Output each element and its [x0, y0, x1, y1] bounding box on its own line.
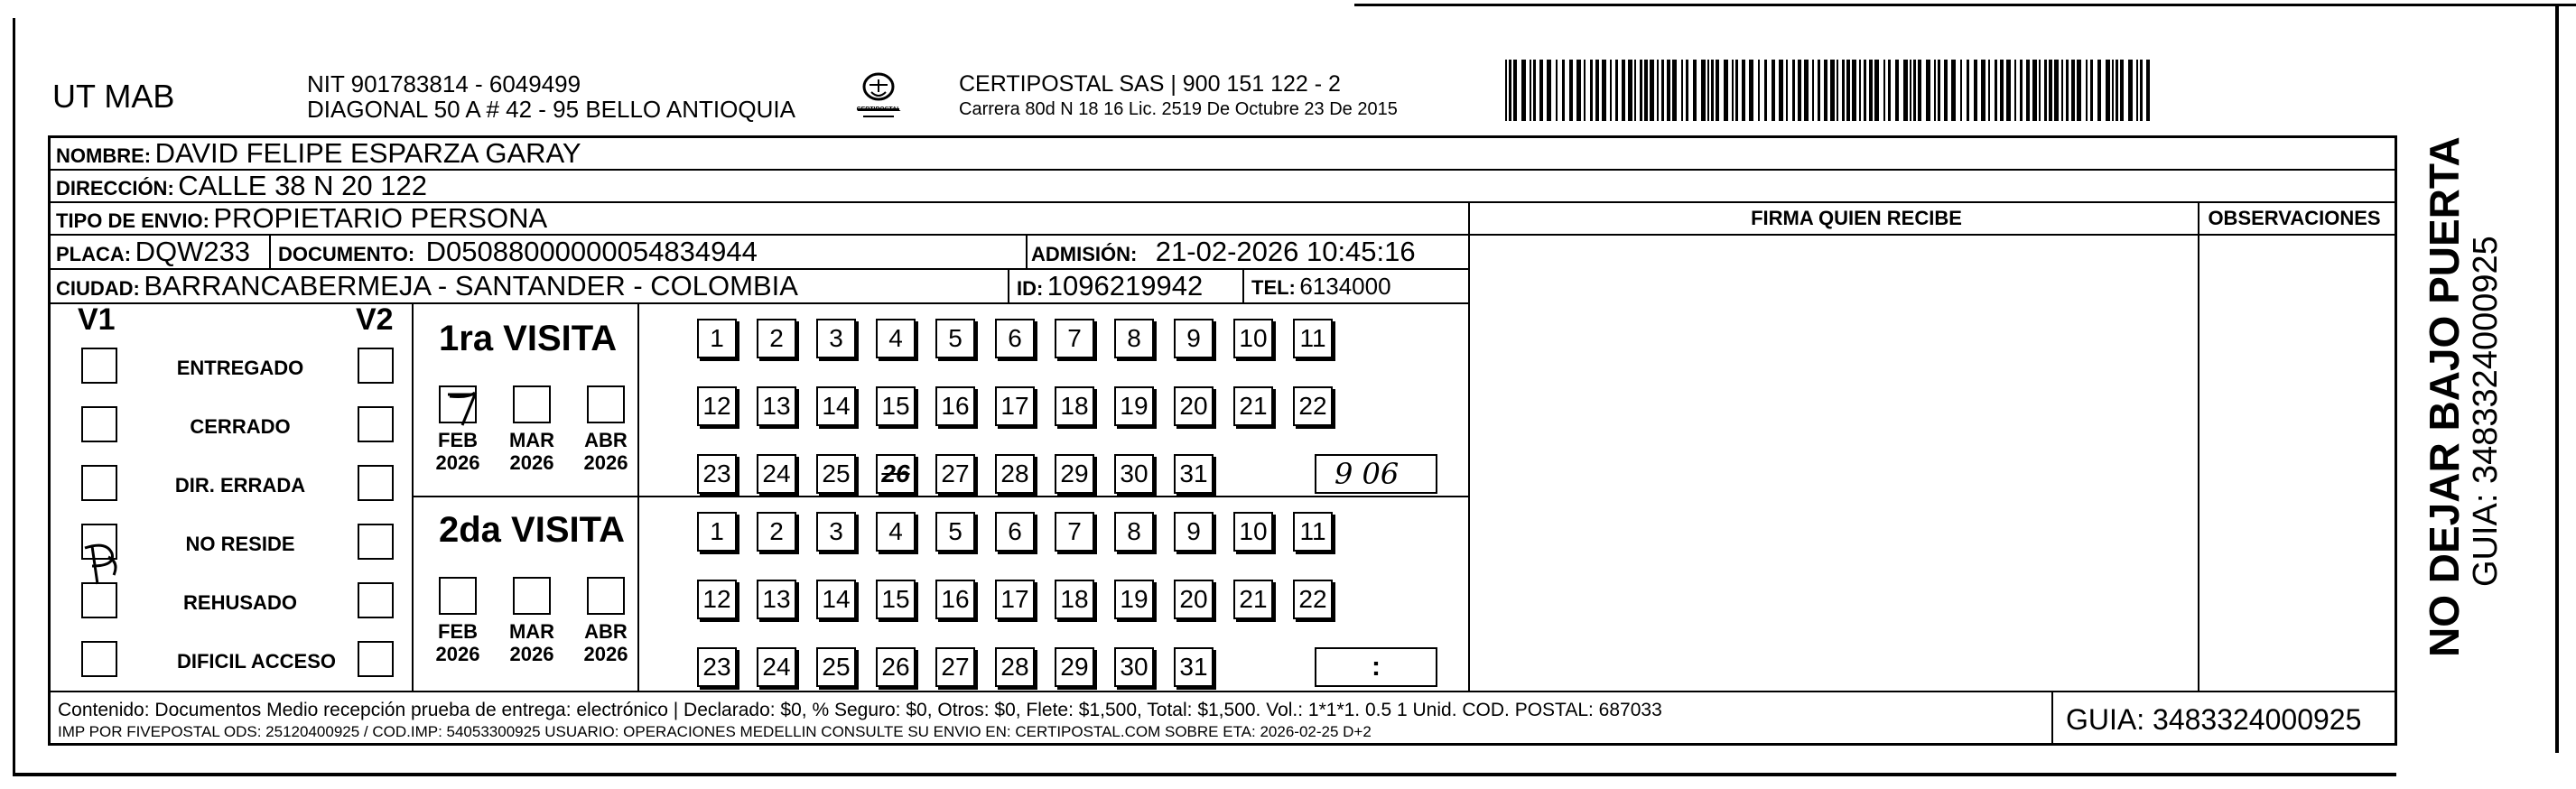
tel-value: 6134000: [1299, 273, 1391, 300]
divider: [2051, 691, 2053, 743]
status-label: REHUSADO: [183, 591, 297, 614]
direccion-field: [56, 171, 427, 201]
v1-status-checkbox[interactable]: [81, 641, 117, 677]
month-label: [432, 620, 484, 665]
month-year: 2026: [509, 643, 554, 665]
barcode-bar: [1556, 60, 1558, 121]
barcode-bar: [1842, 60, 1845, 121]
barcode-bar: [1628, 60, 1632, 121]
barcode-bar: [2039, 60, 2041, 121]
second-visit-day[interactable]: 13: [757, 580, 796, 619]
barcode-bar: [2086, 60, 2088, 121]
month-name: FEB: [438, 620, 478, 643]
status-label: ENTREGADO: [176, 357, 304, 379]
barcode-bar: [2136, 60, 2138, 121]
company-address: DIAGONAL 50 A # 42 - 95 BELLO ANTIOQUIA: [307, 96, 795, 123]
barcode-bar: [1681, 60, 1683, 121]
first-visit-day[interactable]: 30: [1114, 454, 1154, 494]
second-visit-day[interactable]: 26: [876, 647, 916, 687]
second-visit-day[interactable]: 12: [697, 580, 737, 619]
v2-status-checkbox[interactable]: [358, 524, 394, 560]
barcode-bar: [1852, 60, 1856, 121]
barcode-bar: [1562, 60, 1565, 121]
barcode-bar: [1869, 60, 1873, 121]
company-name: UT MAB: [52, 78, 175, 115]
side-guia: GUIA: 3483324000925: [2467, 236, 2505, 587]
id-value: 1096219942: [1046, 270, 1204, 302]
guide-form: [48, 135, 2397, 746]
barcode-bar: [2020, 60, 2023, 121]
v1-status-checkbox[interactable]: [81, 406, 117, 442]
v2-status-checkbox[interactable]: [358, 348, 394, 384]
second-visit-day[interactable]: 3: [816, 512, 856, 552]
barcode-bar: [1804, 60, 1809, 121]
barcode-bar: [1513, 60, 1517, 121]
barcode-bar: [1988, 60, 1990, 121]
second-visit-title: 2da VISITA: [439, 510, 625, 550]
second-visit-day[interactable]: 11: [1293, 512, 1333, 552]
barcode-bar: [1934, 60, 1936, 121]
firma-header: FIRMA QUIEN RECIBE: [1751, 207, 1962, 229]
second-visit-month-checkbox[interactable]: [587, 577, 625, 615]
tipo-value: PROPIETARIO PERSONA: [213, 203, 548, 234]
month-year: 2026: [435, 643, 480, 665]
barcode-bar: [2061, 60, 2063, 121]
barcode-bar: [1926, 60, 1930, 121]
barcode-bar: [1686, 60, 1688, 121]
first-visit-day[interactable]: 28: [995, 454, 1035, 494]
barcode-bar: [1615, 60, 1618, 121]
first-visit-day[interactable]: 15: [876, 386, 916, 426]
second-visit-day[interactable]: 31: [1174, 647, 1214, 687]
first-visit-day[interactable]: 19: [1114, 386, 1154, 426]
tipo-label: TIPO DE ENVIO:: [56, 209, 209, 232]
tipo-field: [56, 203, 547, 234]
second-visit-day[interactable]: 16: [935, 580, 975, 619]
nombre-label: NOMBRE:: [56, 144, 152, 167]
barcode-bar: [1903, 60, 1908, 121]
barcode-bar: [1742, 60, 1745, 121]
second-visit-day[interactable]: 7: [1055, 512, 1094, 552]
barcode-bar: [2071, 60, 2075, 121]
barcode-bar: [1859, 60, 1861, 121]
first-visit-day[interactable]: 5: [935, 319, 975, 358]
second-visit-day[interactable]: 15: [876, 580, 916, 619]
barcode-bar: [1830, 60, 1835, 121]
first-visit-day[interactable]: 3: [816, 319, 856, 358]
tel-field: [1251, 270, 1391, 302]
barcode-bar: [1951, 60, 1956, 121]
second-visit-day[interactable]: 4: [876, 512, 916, 552]
barcode-bar: [2097, 60, 2101, 121]
barcode-bar: [1693, 60, 1697, 121]
barcode-bar: [1672, 60, 1677, 121]
barcode-bar: [1667, 60, 1670, 121]
month-name: MAR: [508, 620, 555, 643]
second-visit-day[interactable]: 14: [816, 580, 856, 619]
placa-label: PLACA:: [56, 243, 132, 265]
barcode-bar: [2044, 60, 2047, 121]
first-visit-day[interactable]: 10: [1233, 319, 1273, 358]
first-visit-title: 1ra VISITA: [439, 319, 618, 358]
second-visit-day[interactable]: 25: [816, 647, 856, 687]
second-visit-day[interactable]: 2: [757, 512, 796, 552]
month-label: [580, 429, 632, 474]
barcode-bar: [1644, 60, 1648, 121]
barcode-bar: [1995, 60, 1997, 121]
logo-text: CERTIPOSTAL: [856, 107, 901, 113]
first-visit-day[interactable]: 21: [1233, 386, 1273, 426]
barcode-bar: [2054, 60, 2059, 121]
barcode-bar: [1724, 60, 1728, 121]
first-visit-day[interactable]: 24: [757, 454, 796, 494]
right-rule: [2555, 4, 2559, 753]
v1-status-checkbox[interactable]: [81, 465, 117, 501]
company-nit: NIT 901783814 - 6049499: [307, 70, 581, 97]
barcode-bar: [2116, 60, 2118, 121]
barcode-bar: [2128, 60, 2133, 121]
divider: [1242, 270, 1244, 304]
first-visit-day[interactable]: 8: [1114, 319, 1154, 358]
barcode-bar: [2090, 60, 2093, 121]
v2-status-checkbox[interactable]: [358, 582, 394, 618]
v2-status-checkbox[interactable]: [358, 641, 394, 677]
first-visit-day[interactable]: 16: [935, 386, 975, 426]
bottom-rule: [13, 773, 2396, 776]
v2-status-checkbox[interactable]: [358, 406, 394, 442]
barcode-bar: [1533, 60, 1536, 121]
barcode-bar: [1758, 60, 1760, 121]
barcode-bar: [2120, 60, 2124, 121]
barcode-bar: [2146, 60, 2150, 121]
footer-guia: GUIA: 3483324000925: [2066, 703, 2362, 736]
first-visit-month-checkbox[interactable]: [587, 385, 625, 423]
second-visit-day[interactable]: 9: [1174, 512, 1214, 552]
first-visit-day[interactable]: 12: [697, 386, 737, 426]
first-visit-time-value: 9 06: [1334, 457, 1400, 491]
first-visit-day[interactable]: 20: [1174, 386, 1214, 426]
first-visit-day[interactable]: 23: [697, 454, 737, 494]
second-visit-day[interactable]: 1: [697, 512, 737, 552]
barcode-bar: [1716, 60, 1719, 121]
barcode-bar: [1874, 60, 1879, 121]
barcode-bar: [1584, 60, 1586, 121]
first-visit-day[interactable]: 14: [816, 386, 856, 426]
month-name: ABR: [584, 620, 628, 643]
handwritten-check: [441, 385, 486, 431]
v2-status-checkbox[interactable]: [358, 465, 394, 501]
barcode-bar: [2014, 60, 2016, 121]
month-year: 2026: [509, 451, 554, 474]
barcode-bar: [1732, 60, 1734, 121]
barcode-bar: [1707, 60, 1709, 121]
barcode-bar: [1895, 60, 1899, 121]
barcode-bar: [2106, 60, 2110, 121]
direccion-label: DIRECCIÓN:: [56, 177, 174, 200]
nombre-field: [56, 138, 581, 169]
barcode-bar: [1910, 60, 1911, 121]
status-label: NO RESIDE: [185, 533, 295, 555]
barcode-bar: [1812, 60, 1814, 121]
barcode-bar: [1634, 60, 1636, 121]
first-visit-day[interactable]: 2: [757, 319, 796, 358]
barcode-bar: [2032, 60, 2037, 121]
certipostal-logo: [854, 67, 903, 125]
divider: [637, 304, 639, 692]
second-visit-day[interactable]: 28: [995, 647, 1035, 687]
second-visit-month-checkbox[interactable]: [513, 577, 551, 615]
barcode-bar: [1967, 60, 1969, 121]
divider: [1468, 203, 1470, 692]
month-name: MAR: [508, 429, 555, 451]
barcode-bar: [1661, 60, 1664, 121]
placa-value: DQW233: [135, 236, 251, 267]
month-year: 2026: [583, 451, 628, 474]
divider: [269, 236, 271, 270]
second-visit-day[interactable]: 6: [995, 512, 1035, 552]
barcode-bar: [2077, 60, 2081, 121]
row-placa: [51, 236, 1468, 270]
barcode-bar: [1837, 60, 1838, 121]
second-visit-day[interactable]: 27: [935, 647, 975, 687]
second-visit-day[interactable]: 22: [1293, 580, 1333, 619]
admision-field: [1031, 236, 1416, 268]
barcode-bar: [1701, 60, 1706, 121]
side-instruction: NO DEJAR BAJO PUERTA: [2421, 136, 2468, 657]
month-year: 2026: [435, 451, 480, 474]
barcode-bar: [1883, 60, 1885, 121]
first-visit-day[interactable]: 26: [876, 454, 916, 494]
row-ciudad: [51, 270, 1468, 304]
first-visit-day[interactable]: 1: [697, 319, 737, 358]
second-visit-day[interactable]: 23: [697, 647, 737, 687]
month-label: [506, 620, 558, 665]
second-visit-day[interactable]: 30: [1114, 647, 1154, 687]
v2-label: V2: [356, 302, 394, 337]
documento-value: D05088000000054834944: [425, 236, 758, 267]
tel-label: TEL:: [1251, 276, 1296, 299]
second-visit-day[interactable]: 20: [1174, 580, 1214, 619]
placa-field: [56, 236, 250, 268]
first-visit-day[interactable]: 7: [1055, 319, 1094, 358]
status-label: DIFICIL ACCESO: [176, 650, 336, 673]
barcode-bar: [1505, 60, 1507, 121]
second-visit-day[interactable]: 21: [1233, 580, 1273, 619]
month-name: ABR: [584, 429, 628, 451]
barcode-bar: [1792, 60, 1795, 121]
second-visit-day[interactable]: 10: [1233, 512, 1273, 552]
barcode-bar: [1576, 60, 1581, 121]
barcode-bar: [1602, 60, 1606, 121]
barcode-bar: [1657, 60, 1659, 121]
barcode-bar: [1595, 60, 1599, 121]
row-direccion: [51, 171, 2395, 203]
carrier-address: Carrera 80d N 18 16 Lic. 2519 De Octubre 23 De 2015: [959, 99, 1398, 119]
barcode-bar: [2006, 60, 2011, 121]
month-label: [580, 620, 632, 665]
first-visit-day[interactable]: 18: [1055, 386, 1094, 426]
barcode-bar: [1590, 60, 1593, 121]
month-label: [506, 429, 558, 474]
first-visit-day[interactable]: 6: [995, 319, 1035, 358]
first-visit-day[interactable]: 13: [757, 386, 796, 426]
second-visit-time: :: [1315, 647, 1437, 687]
barcode-bar: [1779, 60, 1783, 121]
second-visit-day[interactable]: 17: [995, 580, 1035, 619]
barcode-bar: [1772, 60, 1775, 121]
documento-field: [278, 236, 758, 268]
second-visit-day[interactable]: 29: [1055, 647, 1094, 687]
barcode-bar: [1539, 60, 1543, 121]
barcode-bar: [1569, 60, 1573, 121]
divider: [1026, 236, 1028, 270]
barcode-bar: [1824, 60, 1827, 121]
month-name: FEB: [438, 429, 478, 451]
nombre-value: DAVID FELIPE ESPARZA GARAY: [154, 138, 581, 169]
ciudad-value: BARRANCABERMEJA - SANTANDER - COLOMBIA: [144, 270, 798, 302]
second-visit-day[interactable]: 5: [935, 512, 975, 552]
barcode-bar: [1798, 60, 1801, 121]
v1-label: V1: [78, 302, 116, 337]
barcode-bar: [1974, 60, 1977, 121]
second-visit-month-checkbox[interactable]: [439, 577, 477, 615]
barcode-bar: [1818, 60, 1820, 121]
v1-status-checkbox[interactable]: [81, 348, 117, 384]
barcode-bar: [2049, 60, 2052, 121]
first-visit-month-checkbox[interactable]: [513, 385, 551, 423]
barcode-bar: [1864, 60, 1866, 121]
first-visit-day[interactable]: 31: [1174, 454, 1214, 494]
barcode-bar: [1918, 60, 1921, 121]
second-visit-day[interactable]: 8: [1114, 512, 1154, 552]
status-label: CERRADO: [190, 415, 291, 438]
barcode-bar: [1711, 60, 1714, 121]
admision-label: ADMISIÓN:: [1031, 243, 1138, 265]
barcode-bar: [1960, 60, 1962, 121]
barcode-bar: [1888, 60, 1891, 121]
barcode-bar: [1749, 60, 1753, 121]
second-visit-day[interactable]: 19: [1114, 580, 1154, 619]
id-label: ID:: [1017, 277, 1044, 300]
barcode-bar: [1547, 60, 1551, 121]
ciudad-field: [56, 270, 798, 302]
barcode-bar: [1640, 60, 1642, 121]
documento-label: DOCUMENTO:: [278, 243, 415, 265]
divider: [1008, 270, 1009, 304]
first-visit-day[interactable]: 29: [1055, 454, 1094, 494]
top-rule: [1354, 4, 2576, 6]
barcode-bar: [1764, 60, 1767, 121]
first-visit-day[interactable]: 4: [876, 319, 916, 358]
footer-contents: Contenido: Documentos Medio recepción prueba de entrega: electrónico | Declarado: $0, % Seguro: $0, Otros: $0, Flete: $1,500, Total: $1,500. Vol.: 1*1*1. 0.5 1 Unid. COD. POSTAL: 687033: [58, 700, 1662, 720]
first-visit-day[interactable]: 27: [935, 454, 975, 494]
row-tipo: [51, 203, 2395, 236]
month-label: [432, 429, 484, 474]
barcode-bar: [1913, 60, 1916, 121]
barcode-bar: [1509, 60, 1511, 121]
barcode-bar: [1521, 60, 1526, 121]
barcode-bar: [2026, 60, 2030, 121]
barcode-bar: [1610, 60, 1612, 121]
footer-print-info: IMP POR FIVEPOSTAL ODS: 25120400925 / COD.IMP: 54053300925 USUARIO: OPERACIONES MEDELLIN CONSULTE SU ENVIO EN: CERTIPOSTAL.COM SOBRE ETA: 2026-02-25 D+2: [58, 723, 1372, 740]
barcode-bar: [2000, 60, 2004, 121]
carrier-name: CERTIPOSTAL SAS | 900 151 122 - 2: [959, 71, 1341, 97]
barcode-bar: [1786, 60, 1788, 121]
barcode: [1505, 60, 2151, 121]
barcode-bar: [2140, 60, 2143, 121]
barcode-bar: [1650, 60, 1654, 121]
divider: [412, 496, 1468, 497]
ciudad-label: CIUDAD:: [56, 277, 140, 300]
status-label: DIR. ERRADA: [174, 474, 306, 497]
barcode-bar: [1981, 60, 1985, 121]
barcode-bar: [1530, 60, 1531, 121]
barcode-bar: [1846, 60, 1850, 121]
divider: [2198, 203, 2199, 692]
barcode-bar: [1735, 60, 1738, 121]
handwritten-check: [76, 541, 126, 586]
barcode-bar: [1622, 60, 1625, 121]
id-field: [1017, 270, 1203, 302]
first-visit-day[interactable]: 22: [1293, 386, 1333, 426]
barcode-bar: [1938, 60, 1940, 121]
v1-status-checkbox[interactable]: [81, 582, 117, 618]
month-year: 2026: [583, 643, 628, 665]
row-nombre: [51, 138, 2395, 171]
barcode-bar: [2066, 60, 2069, 121]
second-visit-day[interactable]: 24: [757, 647, 796, 687]
first-visit-time: [1315, 454, 1437, 494]
first-visit-day[interactable]: 9: [1174, 319, 1214, 358]
second-visit-day[interactable]: 18: [1055, 580, 1094, 619]
observaciones-header: OBSERVACIONES: [2208, 207, 2381, 229]
barcode-bar: [2112, 60, 2114, 121]
barcode-bar: [1944, 60, 1948, 121]
direccion-value: CALLE 38 N 20 122: [178, 171, 427, 201]
first-visit-day[interactable]: 25: [816, 454, 856, 494]
divider: [412, 304, 414, 692]
first-visit-day[interactable]: 17: [995, 386, 1035, 426]
admision-value: 21-02-2026 10:45:16: [1155, 236, 1416, 267]
divider: [51, 691, 2395, 692]
first-visit-day[interactable]: 11: [1293, 319, 1333, 358]
